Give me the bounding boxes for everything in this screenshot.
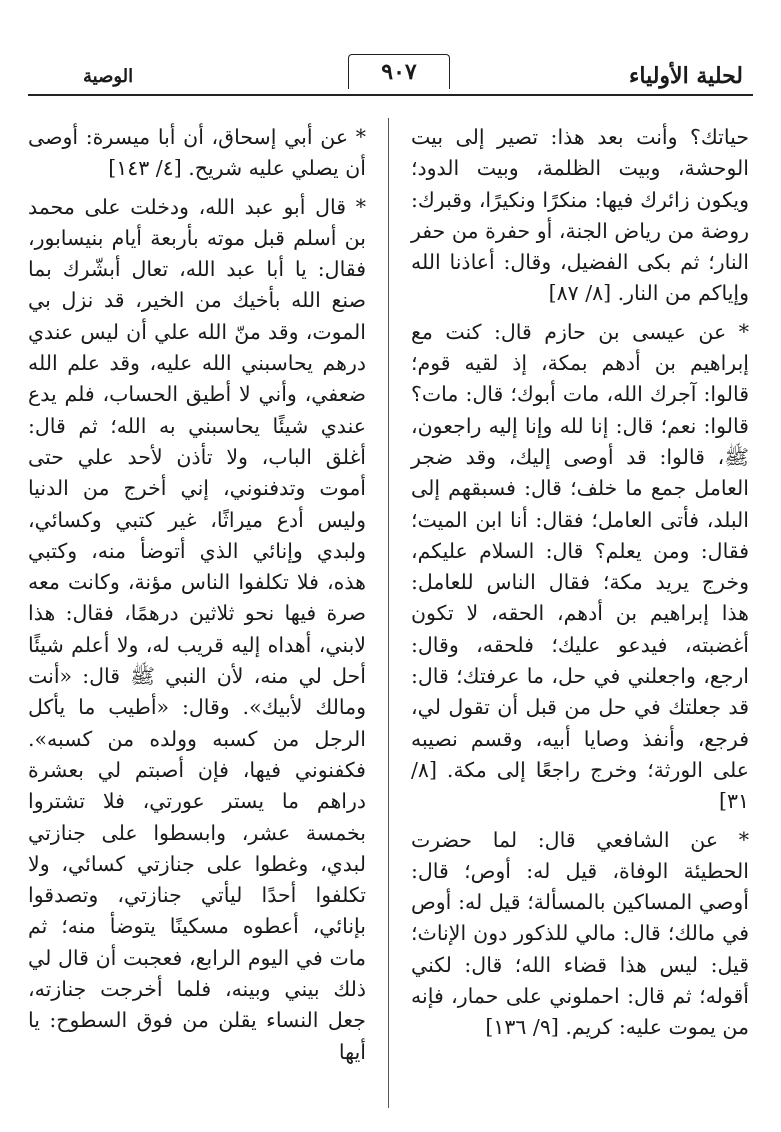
right-column [411, 122, 749, 1112]
book-title: لحلية الأولياء [629, 63, 743, 89]
paragraph: * قال أبو عبد الله، ودخلت على محمد بن أسلم قبل موته بأربعة أيام بنيسابور، فقال: يا أبا عبد الله، تعال أبشّرك بما صنع الله بأخيك من الخير، قد نزل بي الموت، وقد منّ الله علي أن ليس عندي درهم يحاسبني الله عليه، وقد علم الله ضعفي، وأني لا أطيق الحساب، فلم يدع عندي شيئًا يحاسبني به الله؛ ثم قال: أغلق الباب، ولا تأذن لأحد علي حتى أموت وتدفنوني، إني أخرج من الدنيا وليس أدع ميراثًا، غير كتبي وكسائي، ولبدي وإنائي الذي أتوضأ منه، وكتبي هذه، فلا تكلفوا الناس مؤنة، وكانت معه صرة فيها نحو ثلاثين درهمًا، فقال: هذا لابني، أهداه إليه قريب له، ولا أعلم شيئًا أحل لي منه، لأن النبي ﷺ قال: «أنت ومالك لأبيك». وقال: «أطيب ما يأكل الرجل من كسبه وولده من كسبه». فكفنوني فيها، فإن أصبتم لي بعشرة دراهم ما يستر عورتي، فلا تشتروا بخمسة عشر، وابسطوا على جنازتي لبدي، وغطوا على جنازتي كسائي، ولا تكلفوا أحدًا ليأتي جنازتي، وتصدقوا بإنائي، أعطوه مسكينًا يتوضأ منه؛ ثم مات في اليوم الرابع، فعجبت أن قال لي ذلك بيني وبينه، فلما أخرجت جنازته، جعل النساء يقلن من فوق السطوح: يا أيها [28, 194, 366, 1064]
paragraph: حياتك؟ وأنت بعد هذا: تصير إلى بيت الوحشة، وبيت الظلمة، وبيت الدود؛ ويكون زائرك فيها: منكرًا ونكيرًا، وقبرك: روضة من رياض الجنة، أو حفرة من حفر النار؛ ثم بكى الفضيل، وقال: أعاذنا الله وإياكم من النار. [٨/ ٨٧] [411, 125, 749, 306]
paragraph: * عن عيسى بن حازم قال: كنت مع إبراهيم بن أدهم بمكة، إذ لقيه قوم؛ قالوا: آجرك الله، مات أبوك؛ قال: مات؟ قالوا: نعم؛ قال: إنا لله وإنا إليه راجعون، ﷺ، قالوا: قد أوصى إليك، وقد ضجر العامل جمع ما خلف؛ قال: فسبقهم إلى البلد، فأتى العامل؛ فقال: أنا ابن الميت؛ فقال: ومن يعلم؟ قال: السلام عليكم، وخرج يريد مكة؛ فقال الناس للعامل: هذا إبراهيم بن أدهم، الحقه، لا تكون أغضبته، فيدعو عليك؛ فلحقه، وقال: ارجع، واجعلني في حل، ما عرفتك؛ قال: قد جعلتك في حل من قبل أن تقول لي، فرجع، وأنفذ وصايا أبيه، وقسم نصيبه على الورثة؛ وخرج راجعًا إلى مكة. [٨/ ٣١] [411, 319, 749, 814]
page-number: ٩٠٧ [348, 54, 450, 89]
paragraph: * عن أبي إسحاق، أن أبا ميسرة: أوصى أن يصلي عليه شريح. [٤/ ١٤٣] [28, 125, 366, 181]
paragraph: * عن الشافعي قال: لما حضرت الحطيئة الوفاة، قيل له: أوص؛ قال: أوصي المساكين بالمسألة؛ قيل له: أوص في مالك؛ قال: مالي للذكور دون الإناث؛ قيل: ليس هذا قضاء الله؛ قال: لكني أقوله؛ ثم قال: احملوني على حمار، فإنه من يموت عليه: كريم. [٩/ ١٣٦] [411, 827, 749, 1040]
header-rule [28, 94, 753, 96]
page-header [28, 58, 753, 92]
left-column [28, 122, 366, 1112]
column-divider [388, 118, 389, 1108]
section-title: الوصية [83, 66, 134, 87]
